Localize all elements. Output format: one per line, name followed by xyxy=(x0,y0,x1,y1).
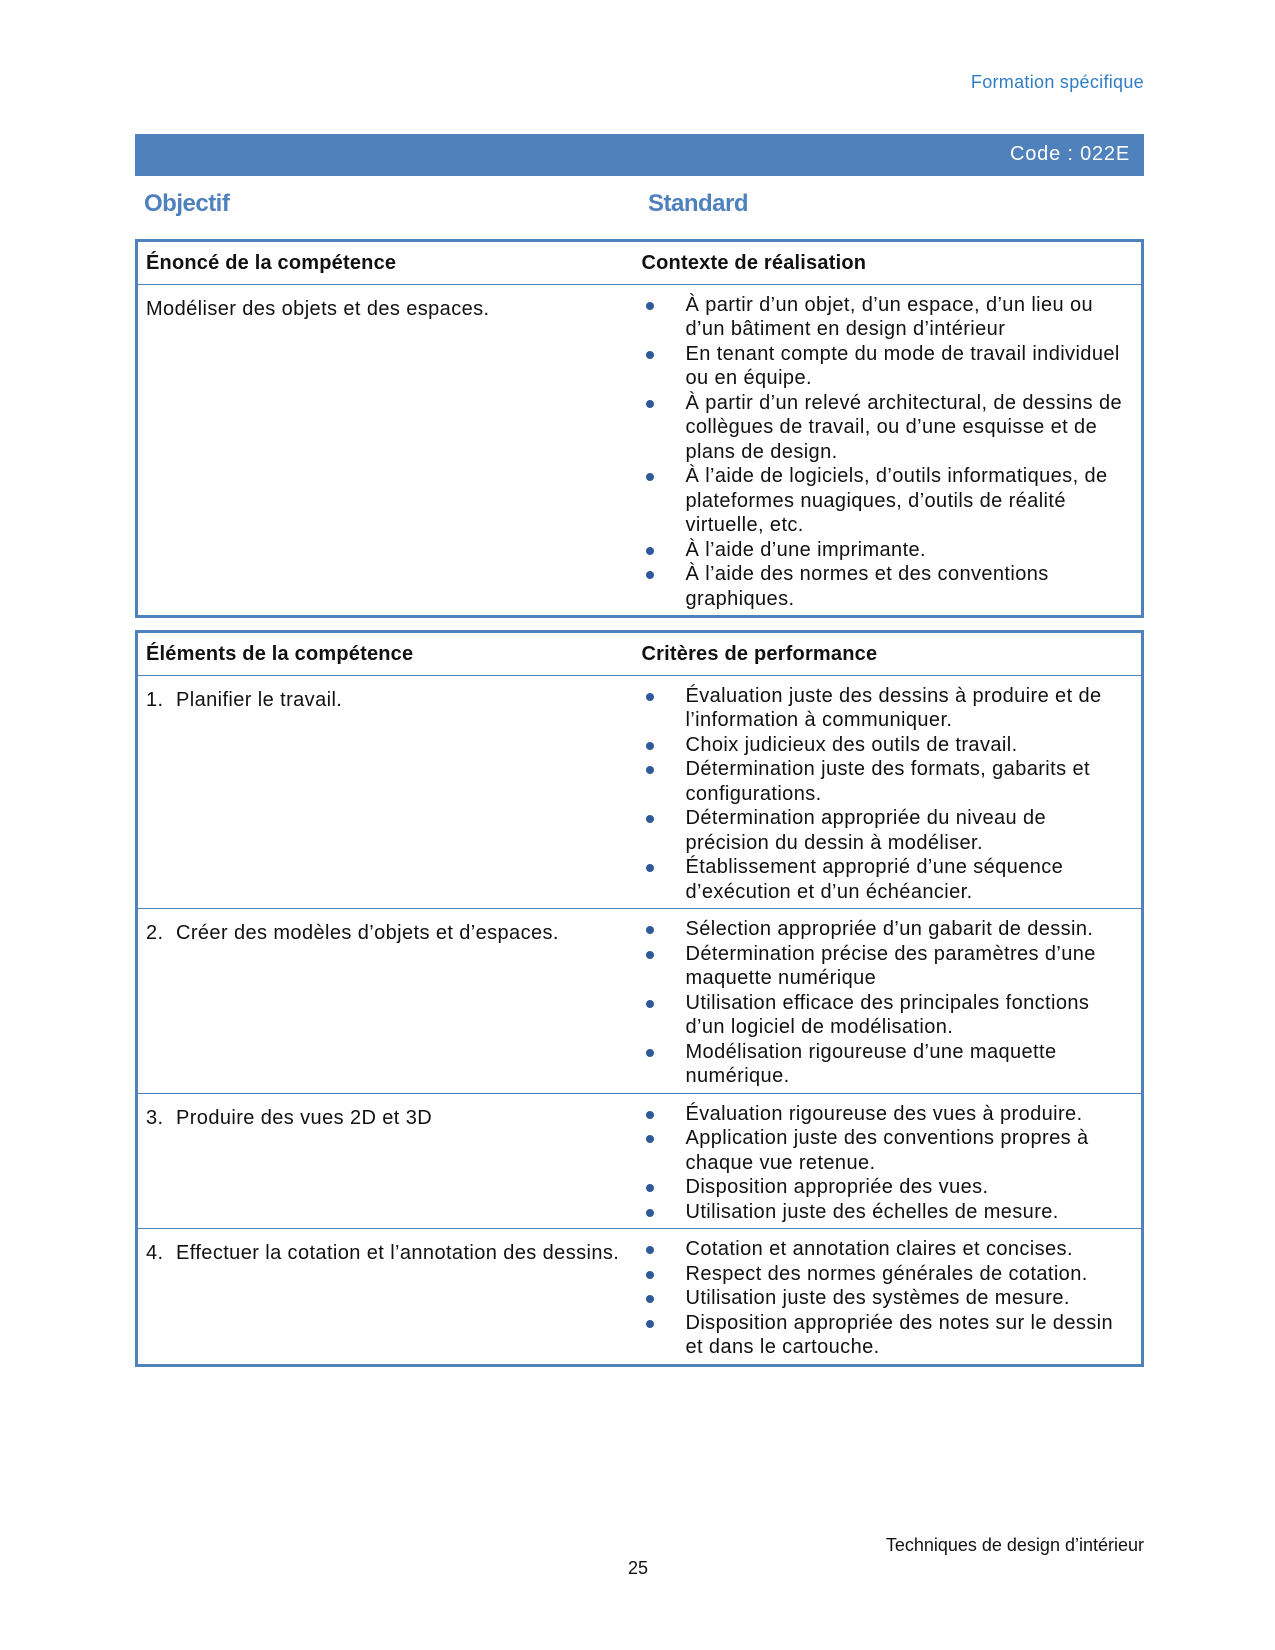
list-item xyxy=(642,1175,1134,1200)
bullet-icon xyxy=(646,693,654,701)
list-item-text: Utilisation juste des systèmes de mesure. xyxy=(685,1287,1070,1309)
list-item-text: Sélection appropriée d’un gabarit de dessin. xyxy=(685,918,1094,940)
list-item xyxy=(642,917,1134,942)
bullet-icon xyxy=(646,815,654,823)
element-cell xyxy=(137,909,634,1094)
list-item xyxy=(642,538,1134,563)
standard-heading: Standard xyxy=(648,190,749,217)
list-item-text: Cotation et annotation claires et concises. xyxy=(685,1238,1073,1260)
bullet-icon xyxy=(646,302,654,310)
list-item-text: À partir d’un objet, d’un espace, d’un lieu ou d’un bâtiment en design d’intérieur xyxy=(685,293,1094,340)
bullet-icon xyxy=(646,547,654,555)
criteria-list xyxy=(642,1237,1134,1360)
element-cell xyxy=(137,1229,634,1366)
table-row xyxy=(137,1093,1143,1229)
list-item-text: Disposition appropriée des notes sur le dessin et dans le cartouche. xyxy=(685,1311,1114,1358)
table-row xyxy=(137,675,1143,909)
statement-header: Énoncé de la compétence xyxy=(137,241,634,285)
criteria-list xyxy=(642,684,1134,905)
list-item xyxy=(642,342,1134,391)
list-item-text: Utilisation juste des échelles de mesure. xyxy=(685,1200,1059,1223)
bullet-icon xyxy=(646,864,654,872)
elements-header: Éléments de la compétence xyxy=(137,632,634,676)
list-item-text: Détermination juste des formats, gabarits et configurations. xyxy=(685,758,1090,805)
list-item-text: À l’aide d’une imprimante. xyxy=(685,538,927,561)
list-item xyxy=(642,1102,1134,1127)
bullet-icon xyxy=(646,1049,654,1057)
criteria-list xyxy=(642,917,1134,1089)
bullet-icon xyxy=(646,571,654,579)
list-item xyxy=(642,391,1134,465)
element-cell xyxy=(137,1093,634,1229)
element-number: 3. xyxy=(146,1106,164,1129)
list-item-text: Respect des normes générales de cotation. xyxy=(685,1262,1088,1285)
bullet-icon xyxy=(646,1000,654,1008)
list-item-text: Modélisation rigoureuse d’une maquette numérique. xyxy=(685,1040,1057,1087)
list-item xyxy=(642,562,1134,611)
list-item xyxy=(642,855,1134,904)
list-item-text: À l’aide des normes et des conventions graphiques. xyxy=(685,563,1049,610)
element-text: Produire des vues 2D et 3D xyxy=(176,1106,433,1129)
element-text: Créer des modèles d’objets et d’espaces. xyxy=(176,922,559,944)
statement-text: Modéliser des objets et des espaces. xyxy=(137,284,634,617)
element-text: Planifier le travail. xyxy=(176,688,343,711)
list-item xyxy=(642,1237,1134,1262)
section-header: Formation spécifique xyxy=(970,72,1144,92)
list-item-text: Utilisation efficace des principales fonctions d’un logiciel de modélisation. xyxy=(685,991,1090,1038)
list-item xyxy=(642,293,1134,342)
list-item xyxy=(642,684,1134,733)
element-number: 2. xyxy=(146,922,164,944)
criteria-header: Critères de performance xyxy=(634,632,1143,676)
list-item xyxy=(642,1126,1134,1175)
list-item xyxy=(642,942,1134,991)
list-item-text: En tenant compte du mode de travail individuel ou en équipe. xyxy=(685,342,1120,389)
criteria-cell xyxy=(634,909,1143,1094)
bullet-icon xyxy=(646,1320,654,1328)
performance-table xyxy=(135,630,1144,1367)
bullet-icon xyxy=(646,1246,654,1254)
bullet-icon xyxy=(646,1111,654,1119)
list-item xyxy=(642,1311,1134,1360)
criteria-cell xyxy=(634,675,1143,909)
list-item-text: Détermination précise des paramètres d’une maquette numérique xyxy=(685,942,1096,989)
bullet-icon xyxy=(646,473,654,481)
bullet-icon xyxy=(646,951,654,959)
context-cell xyxy=(634,284,1143,617)
context-header: Contexte de réalisation xyxy=(634,241,1143,285)
list-item xyxy=(642,1200,1134,1225)
bullet-icon xyxy=(646,1295,654,1303)
list-item-text: Évaluation rigoureuse des vues à produire. xyxy=(685,1102,1083,1125)
list-item-text: Choix judicieux des outils de travail. xyxy=(685,733,1018,756)
bullet-icon xyxy=(646,1209,654,1217)
element-number: 1. xyxy=(146,688,164,711)
list-item xyxy=(642,757,1134,806)
bullet-icon xyxy=(646,1271,654,1279)
list-item-text: Évaluation juste des dessins à produire et de l’information à communiquer. xyxy=(685,684,1102,731)
criteria-list xyxy=(642,1102,1134,1225)
list-item xyxy=(642,806,1134,855)
list-item xyxy=(642,1286,1134,1311)
list-item-text: À partir d’un relevé architectural, de dessins de collègues de travail, ou d’une esquisse et de plans de design. xyxy=(685,391,1122,463)
bullet-icon xyxy=(646,351,654,359)
list-item xyxy=(642,733,1134,758)
list-item xyxy=(642,1262,1134,1287)
competency-code: Code : 022E xyxy=(1010,143,1130,165)
bullet-icon xyxy=(646,926,654,934)
footer-program: Techniques de design d’intérieur xyxy=(885,1535,1144,1555)
bullet-icon xyxy=(646,1184,654,1192)
list-item-text: Application juste des conventions propres à chaque vue retenue. xyxy=(685,1127,1089,1174)
bullet-icon xyxy=(646,742,654,750)
code-bar xyxy=(135,134,1144,176)
table-row xyxy=(137,909,1143,1094)
objectif-heading: Objectif xyxy=(144,190,230,217)
element-number: 4. xyxy=(146,1242,164,1264)
list-item-text: Détermination appropriée du niveau de précision du dessin à modéliser. xyxy=(685,807,1047,854)
list-item-text: À l’aide de logiciels, d’outils informatiques, de plateformes nuagiques, d’outils de réalité virtuelle, etc. xyxy=(685,465,1108,536)
list-item xyxy=(642,464,1134,538)
criteria-cell xyxy=(634,1229,1143,1366)
list-item xyxy=(642,991,1134,1040)
page-number: 25 xyxy=(628,1558,649,1578)
bullet-icon xyxy=(646,400,654,408)
bullet-icon xyxy=(646,1135,654,1143)
list-item-text: Établissement approprié d’une séquence d’exécution et d’un échéancier. xyxy=(685,856,1064,903)
context-list xyxy=(642,293,1134,612)
element-text: Effectuer la cotation et l’annotation des dessins. xyxy=(176,1242,620,1264)
table-row xyxy=(137,1229,1143,1366)
list-item-text: Disposition appropriée des vues. xyxy=(685,1176,989,1198)
criteria-cell xyxy=(634,1093,1143,1229)
bullet-icon xyxy=(646,766,654,774)
competency-statement-table xyxy=(135,239,1144,618)
list-item xyxy=(642,1040,1134,1089)
element-cell xyxy=(137,675,634,909)
